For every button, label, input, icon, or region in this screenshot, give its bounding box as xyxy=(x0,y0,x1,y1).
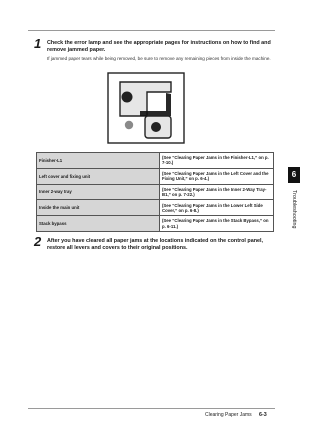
jam-lamp-top xyxy=(122,92,133,103)
location-name: Inside the main unit xyxy=(37,200,160,216)
location-name: Stack bypass xyxy=(37,216,160,232)
step-1-text: Check the error lamp and see the appropriate pages for instructions on how to find and remove jammed paper. xyxy=(47,40,271,53)
step-2-number: 2 xyxy=(34,234,42,249)
step-2-text: After you have cleared all paper jams at the locations indicated on the control panel, restore all levers and covers to their original positions. xyxy=(47,238,263,251)
table-row xyxy=(37,200,274,216)
table-row xyxy=(37,168,274,184)
step-1-note: If jammed paper tears while being removed, be sure to remove any remaining pieces from inside the machine. xyxy=(47,56,271,61)
location-reference: (See “Clearing Paper Jams in the Inner 2-Way Tray-B1,” on p. 7-22.) xyxy=(160,184,274,200)
location-reference: (See “Clearing Paper Jams in the Stack Bypass,” on p. 6-11.) xyxy=(160,216,274,232)
step-1-number: 1 xyxy=(34,36,42,51)
footer-title: Clearing Paper Jams xyxy=(205,412,252,418)
location-name: Left cover and fixing unit xyxy=(37,168,160,184)
jam-lamp-bottom-right xyxy=(151,122,161,132)
location-reference: (See “Clearing Paper Jams in the Left Cover and the Fixing Unit,” on p. 6-4.) xyxy=(160,168,274,184)
location-reference: (See “Clearing Paper Jams in the Finisher-L1,” on p. 7-10.) xyxy=(160,153,274,169)
jam-location-table xyxy=(36,152,274,232)
table-row xyxy=(37,153,274,169)
control-panel-jam-diagram xyxy=(107,72,185,144)
location-reference: (See “Clearing Paper Jams in the Lower Left Side Cover,” on p. 6-8.) xyxy=(160,200,274,216)
section-label: Troubleshooting xyxy=(291,190,297,229)
table-row xyxy=(37,216,274,232)
page-number: 6-3 xyxy=(259,412,267,418)
chapter-tab: 6 xyxy=(288,167,300,183)
location-name: Inner 2-way tray xyxy=(37,184,160,200)
header-rule xyxy=(28,30,275,31)
location-name: Finisher-L1 xyxy=(37,153,160,169)
table-row xyxy=(37,184,274,200)
jam-lamp-bottom-left xyxy=(125,121,133,129)
footer-rule xyxy=(28,408,275,409)
